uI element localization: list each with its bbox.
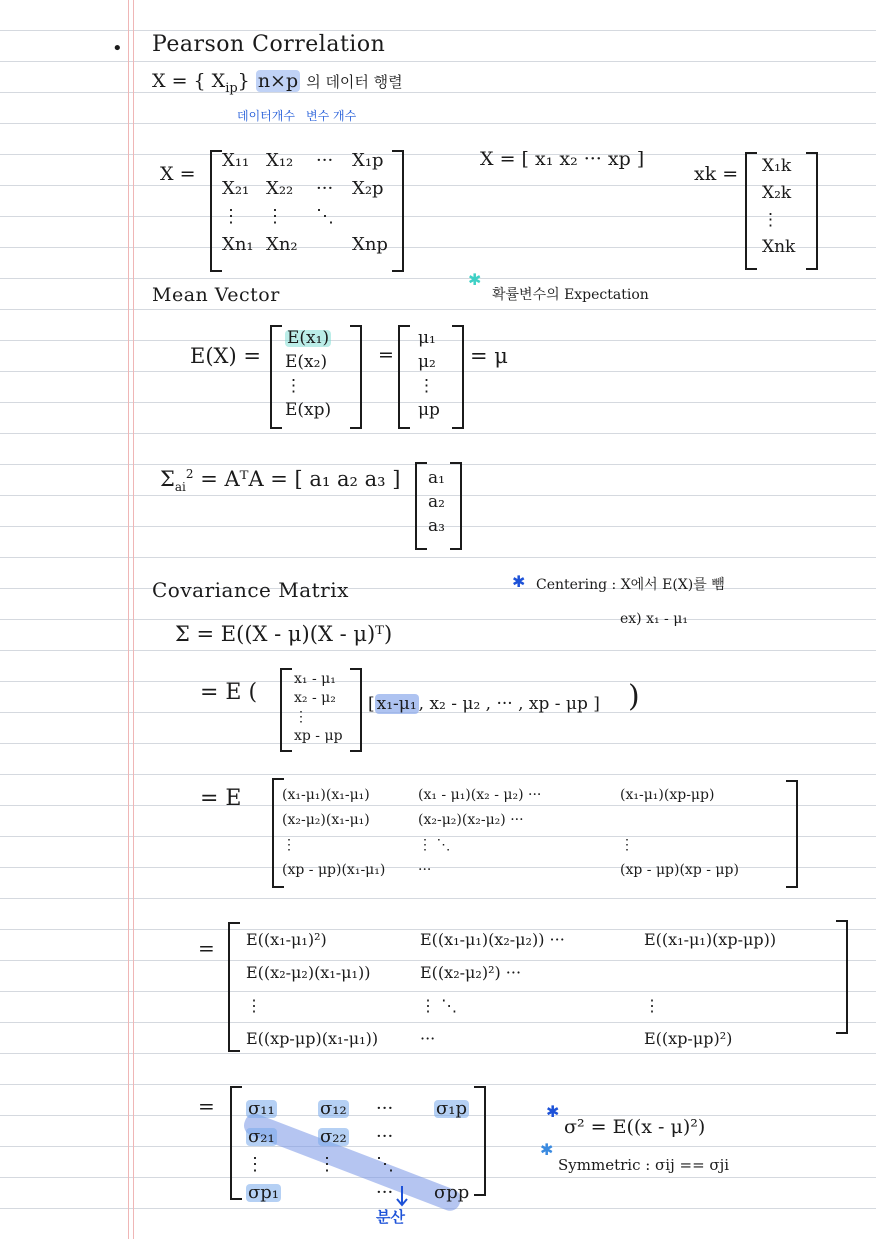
expectation-cell: E((x₁-μ₁)(x₂-μ₂)) ··· (420, 930, 565, 949)
sigma-right-bracket (474, 1086, 486, 1196)
row-first-entry: x₁-μ₁ (376, 694, 417, 714)
mu-left-bracket (398, 325, 410, 429)
outer-product-cell: (x₁ - μ₁)(x₂ - μ₂) ··· (418, 787, 542, 803)
sigma-cell: σ₁₁ (248, 1098, 275, 1119)
a-cell: a₁ (428, 468, 445, 488)
a-cell: a₃ (428, 516, 445, 536)
outer-product-cell: (x₂-μ₂)(x₁-μ₁) (282, 812, 370, 828)
mu-cell: μ₂ (418, 352, 436, 372)
expectation-cell: ··· (420, 1029, 436, 1048)
sigma-cell: σpp (434, 1182, 470, 1203)
centering-example: ex) x₁ - μ₁ (620, 611, 688, 627)
a-right-bracket (450, 462, 462, 550)
x-columns: X = [ x₁ x₂ ··· xp ] (480, 148, 645, 170)
def-desc: 의 데이터 행렬 (306, 73, 403, 91)
xk-cell: X₁k (762, 156, 792, 176)
page-title: Pearson Correlation (152, 32, 386, 57)
x-matrix-cell: ⋮ (222, 206, 240, 227)
expectation-cell: ⋮ (644, 996, 660, 1015)
teal-star-icon: ✱ (468, 270, 482, 289)
mean-E-cell: ⋮ (285, 376, 302, 396)
a-left-bracket (415, 462, 427, 550)
mean-E-cell: E(xp) (285, 400, 332, 420)
a-cell: a₂ (428, 492, 445, 512)
cov-line5-prefix: = (198, 1094, 215, 1118)
mean-right-bracket (350, 325, 362, 429)
x-matrix-cell: X₂₂ (266, 178, 294, 199)
cov-line2-suffix: ) (628, 679, 640, 714)
blue-star-icon-3: ✱ (540, 1140, 554, 1159)
expectation-cell: E((x₁-μ₁)²) (246, 930, 327, 949)
col-right-bracket (350, 668, 362, 752)
centering-note: Centering : X에서 E(X)를 뺌 (536, 577, 725, 593)
x-matrix-right-bracket (392, 150, 404, 272)
cov-line4-prefix: = (198, 936, 215, 960)
bullet-dot: • (112, 38, 123, 59)
x-matrix-cell: Xnp (352, 234, 388, 255)
cov-line2-prefix: = E ( (200, 680, 258, 705)
expectation-cell: ⋮ (246, 996, 262, 1015)
variance-formula: σ² = E((x - μ)²) (564, 1116, 706, 1138)
expectation-cell: E((xp-μp)(x₁-μ₁)) (246, 1029, 379, 1048)
col-left-bracket (280, 668, 292, 752)
outer-product-cell: (x₁-μ₁)(xp-μp) (620, 787, 715, 803)
sumsq-eq: = AᵀA = [ a₁ a₂ a₃ ] (200, 467, 401, 491)
x-matrix-lhs: X = (160, 163, 196, 185)
mu-cell: ⋮ (418, 376, 435, 396)
sumsq-line (160, 468, 400, 493)
sigma-cell: σp₁ (248, 1182, 280, 1203)
outer-product-cell: ⋮ (282, 837, 296, 853)
cov-line1: Σ = E((X - μ)(X - μ)ᵀ) (175, 622, 393, 646)
x-matrix-left-bracket (210, 150, 222, 272)
outer-product-cell: (xp - μp)(xp - μp) (620, 862, 739, 878)
outer-product-cell: (xp - μp)(x₁-μ₁) (282, 862, 386, 878)
note-p: 변수 개수 (306, 109, 357, 123)
sumsq-sigma: Σ (160, 467, 175, 491)
sigma-cell: σ₂₂ (320, 1126, 347, 1147)
note-n: 데이터개수 (237, 109, 295, 123)
x-matrix-cell: ⋮ (266, 206, 284, 227)
centered-col-cell: x₁ - μ₁ (294, 671, 336, 687)
mean-rhs: = μ (470, 344, 508, 368)
margin-line-left (128, 0, 129, 1239)
x-matrix-cell: X₁₂ (266, 150, 294, 171)
cov-line2-row: [ x₁-μ₁ , x₂ - μ₂ , ··· , xp - μp ] (368, 694, 600, 714)
x-matrix-cell: ··· (316, 150, 334, 171)
expectation-cell: E((x₂-μ₂)²) ··· (420, 963, 522, 982)
xk-right-bracket (806, 152, 818, 270)
def-rbrace: } (237, 70, 250, 92)
sigma-cell: σ₂₁ (248, 1126, 275, 1147)
mean-E-cell: E(x₁) (287, 328, 330, 348)
sigma-cell: ⋮ (318, 1154, 336, 1175)
xk-lhs: xk = (694, 163, 739, 185)
cov-line3-prefix: = E (200, 786, 242, 811)
xk-cell: X₂k (762, 183, 792, 203)
expectation-cell: E((xp-μp)²) (644, 1029, 733, 1048)
x-matrix-cell: X₂p (352, 178, 384, 199)
sigma-cell: ⋮ (246, 1154, 264, 1175)
mu-cell: μp (418, 400, 440, 420)
xk-cell: Xnk (762, 237, 796, 257)
sigma-left-bracket (230, 1086, 242, 1200)
sigma-cell: σ₁p (436, 1098, 468, 1119)
outer-product-cell: (x₂-μ₂)(x₂-μ₂) ··· (418, 812, 524, 828)
row-rest: , x₂ - μ₂ , ··· , xp - μp ] (418, 694, 600, 714)
expect-right-bracket (836, 920, 848, 1034)
outer-right-bracket (786, 780, 798, 888)
x-matrix-cell: X₁p (352, 150, 384, 171)
sigma-cell: ··· (376, 1098, 394, 1119)
centered-col-cell: x₂ - μ₂ (294, 690, 336, 706)
def-lhs: X = { X (152, 70, 226, 92)
outer-product-cell: ⋮ (620, 837, 634, 853)
def-line (152, 72, 403, 95)
mu-right-bracket (452, 325, 464, 429)
blue-star-icon: ✱ (512, 572, 526, 591)
x-matrix-cell: Xn₁ (222, 234, 254, 255)
sigma-cell: ⋱ (376, 1154, 394, 1175)
mean-eq: = (378, 344, 394, 366)
x-matrix-cell: Xn₂ (266, 234, 298, 255)
blue-star-icon-2: ✱ (546, 1102, 560, 1121)
mean-lhs: E(X) = (190, 344, 261, 368)
mean-E-cell: E(x₂) (285, 352, 328, 372)
expectation-note: 확률변수의 Expectation (492, 287, 649, 303)
centered-col-cell: xp - μp (294, 728, 343, 744)
centered-col-cell: ⋮ (294, 709, 308, 725)
x-matrix-cell: X₂₁ (222, 178, 250, 199)
expectation-cell: E((x₁-μ₁)(xp-μp)) (644, 930, 777, 949)
sigma-cell: ··· (376, 1182, 394, 1203)
x-matrix-cell: ⋱ (316, 206, 334, 227)
outer-product-cell: ··· (418, 862, 432, 878)
sumsq-sub: ai (174, 480, 186, 495)
sigma-cell: σ₁₂ (320, 1098, 347, 1119)
mean-vector-title: Mean Vector (152, 284, 280, 306)
expect-left-bracket (228, 922, 240, 1052)
symmetric-note: Symmetric : σij == σji (558, 1156, 730, 1174)
mean-left-bracket (270, 325, 282, 429)
sigma-cell: ··· (376, 1126, 394, 1147)
outer-product-cell: ⋮ ⋱ (418, 837, 451, 853)
def-sub: ip (225, 80, 238, 96)
def-size: n×p (257, 70, 299, 92)
x-matrix-cell: ··· (316, 178, 334, 199)
covariance-title: Covariance Matrix (152, 578, 349, 602)
x-matrix-cell: X₁₁ (222, 150, 250, 171)
xk-left-bracket (745, 152, 757, 270)
variance-label: 분산 (376, 1208, 405, 1226)
xk-cell: ⋮ (762, 210, 779, 230)
mu-cell: μ₁ (418, 328, 436, 348)
expectation-cell: E((x₂-μ₂)(x₁-μ₁)) (246, 963, 371, 982)
arrow-down-icon (394, 1186, 410, 1208)
expectation-cell: ⋮ ⋱ (420, 996, 458, 1015)
sumsq-sup: 2 (185, 467, 194, 481)
margin-line-right (133, 0, 134, 1239)
outer-product-cell: (x₁-μ₁)(x₁-μ₁) (282, 787, 370, 803)
